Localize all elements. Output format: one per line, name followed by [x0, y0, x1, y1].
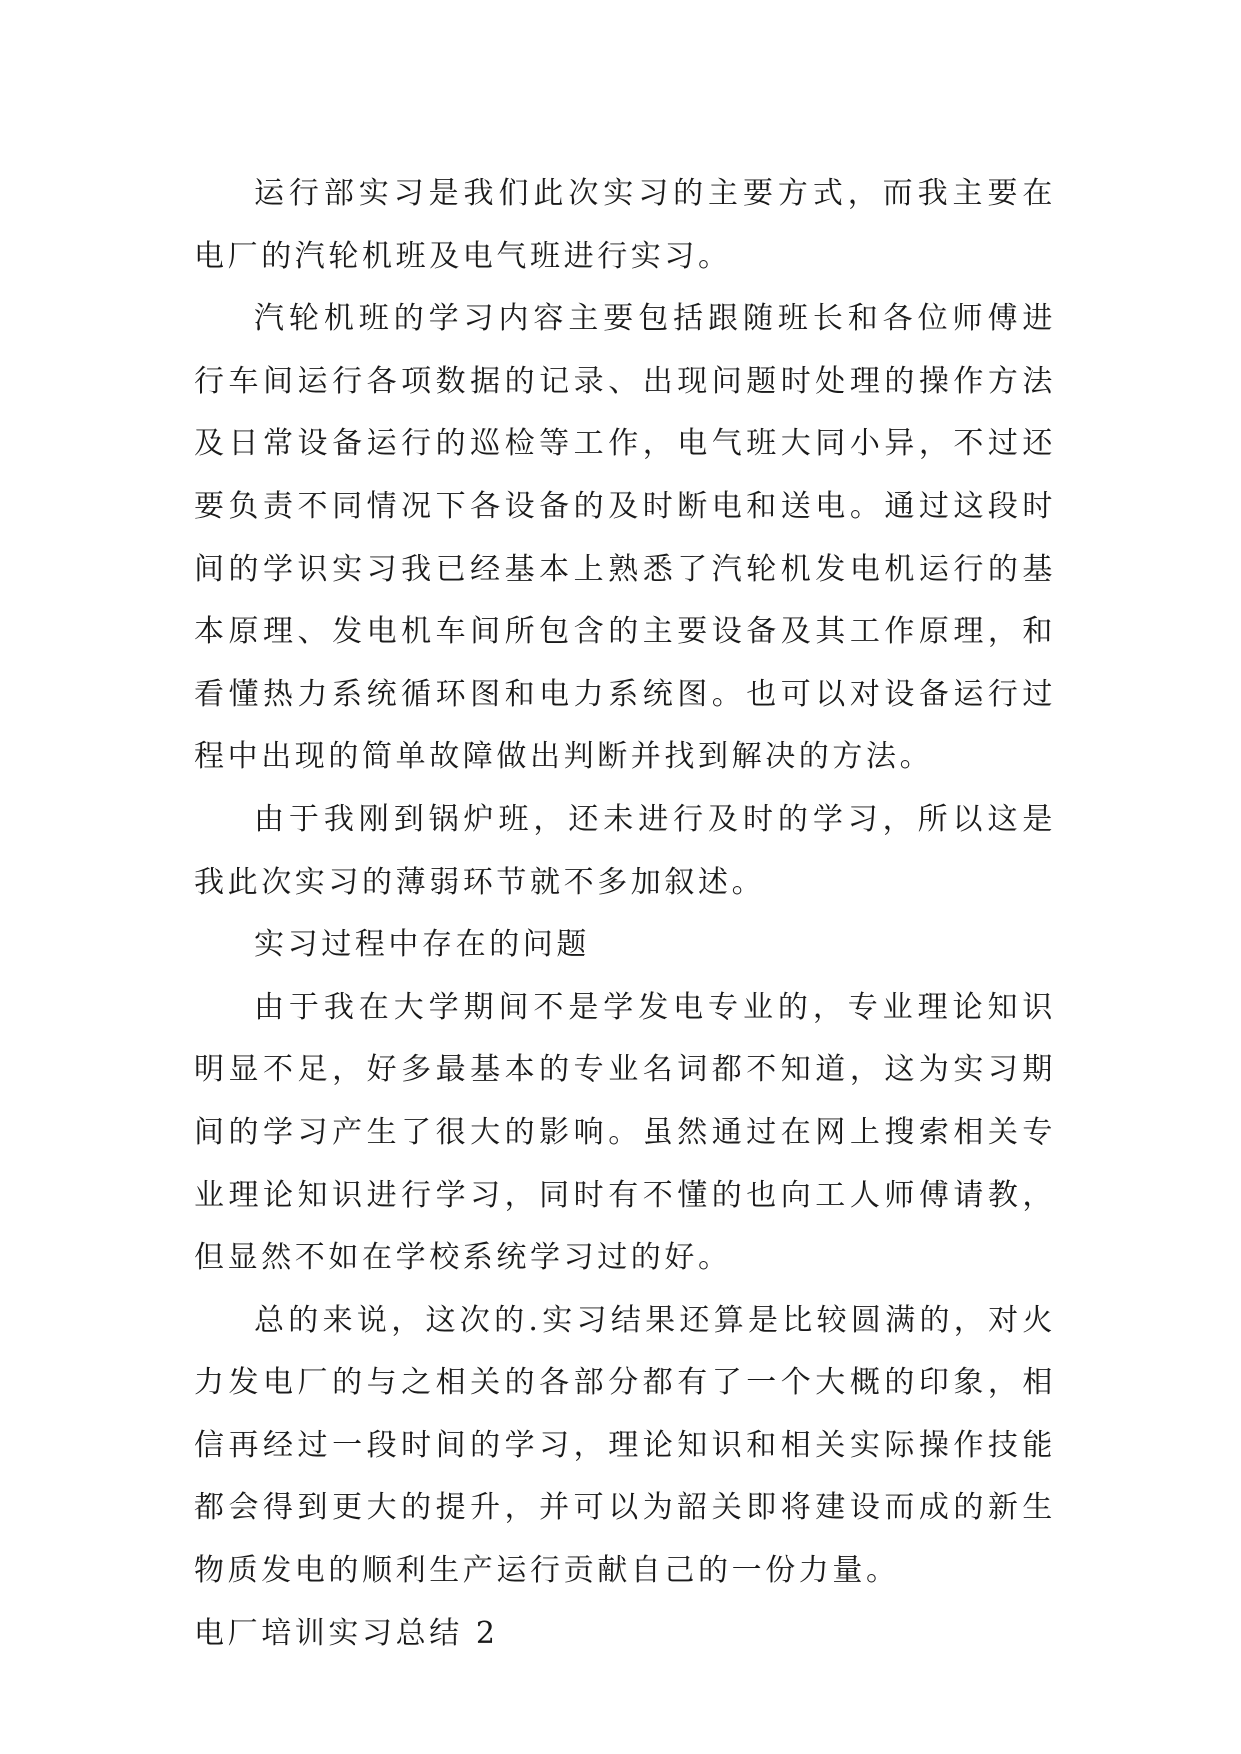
paragraph-operations-internship: 运行部实习是我们此次实习的主要方式，而我主要在电厂的汽轮机班及电气班进行实习。	[194, 176, 1056, 274]
document-body	[194, 163, 1056, 1665]
paragraph-knowledge-gap: 由于我在大学期间不是学发电专业的，专业理论知识明显不足，好多最基本的专业名词都不知道，这为实习期间的学习产生了很大的影响。虽然通过在网上搜索相关专业理论知识进行学习，同时有不懂的也向工人师傅请教，但显然不如在学校系统学习过的好。	[194, 989, 1056, 1276]
paragraph-boiler-class: 由于我刚到锅炉班，还未进行及时的学习，所以这是我此次实习的薄弱环节就不多加叙述。	[194, 801, 1056, 900]
subheading-problems: 实习过程中存在的问题	[254, 927, 590, 963]
paragraph-summary: 总的来说，这次的.实习结果还算是比较圆满的，对火力发电厂的与之相关的各部分都有了一个大概的印象，相信再经过一段时间的学习，理论知识和相关实际操作技能都会得到更大的提升，并可以为韶关即将建设而成的新生物质发电的顺利生产运行贡献自己的一份力量。	[194, 1302, 1056, 1589]
paragraph-turbine-electrical-study: 汽轮机班的学习内容主要包括跟随班长和各位师傅进行车间运行各项数据的记录、出现问题时处理的操作方法及日常设备运行的巡检等工作，电气班大同小异，不过还要负责不同情况下各设备的及时断电和送电。通过这段时间的学识实习我已经基本上熟悉了汽轮机发电机运行的基本原理、发电机车间所包含的主要设备及其工作原理，和看懂热力系统循环图和电力系统图。也可以对设备运行过程中出现的简单故障做出判断并找到解决的方法。	[194, 301, 1056, 775]
section-title-summary-2: 电厂培训实习总结 2	[194, 1615, 499, 1651]
